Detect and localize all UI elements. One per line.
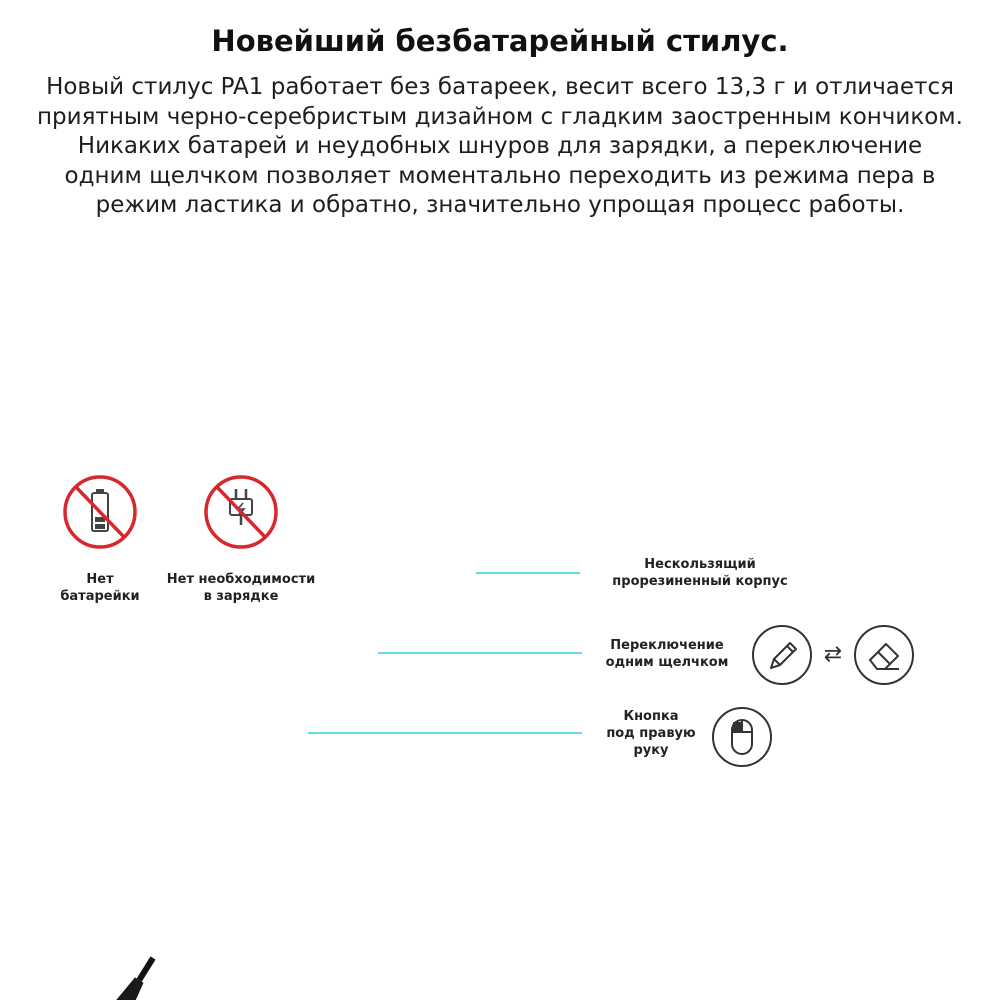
description-line: Новый стилус PA1 работает без батареек, весит всего 13,3 г и отличается <box>46 74 954 100</box>
badge-label-no-battery: Нет батарейки <box>60 572 140 604</box>
callout-switch: Переключение одним щелчком <box>605 638 729 670</box>
callout-right-button: Кнопка под правую руку <box>606 709 696 758</box>
leader-lines <box>308 573 582 733</box>
stylus <box>0 933 194 1000</box>
badge-label-no-charging: Нет необходимости в зарядке <box>166 572 316 604</box>
no-battery-icon <box>61 473 139 551</box>
pencil-icon <box>751 624 813 686</box>
callout-grip: Нескользящий прорезиненный корпус <box>612 557 788 589</box>
no-charging-icon <box>202 473 280 551</box>
description-line: режим ластика и обратно, значительно упрощая процесс работы. <box>95 192 905 218</box>
mouse-icon <box>711 706 773 768</box>
swap-arrows-icon: ⇄ <box>823 642 843 667</box>
description-line: Никаких батарей и неудобных шнуров для зарядки, а переключение <box>77 133 923 159</box>
description-line: приятным черно-серебристым дизайном с гладким заостренным кончиком. <box>37 103 963 130</box>
description-line: одним щелчком позволяет моментально переходить из режима пера в <box>64 162 936 189</box>
eraser-icon <box>853 624 915 686</box>
pen-nib <box>137 956 156 981</box>
page-title: Новейший безбатарейный стилус. <box>211 24 789 58</box>
